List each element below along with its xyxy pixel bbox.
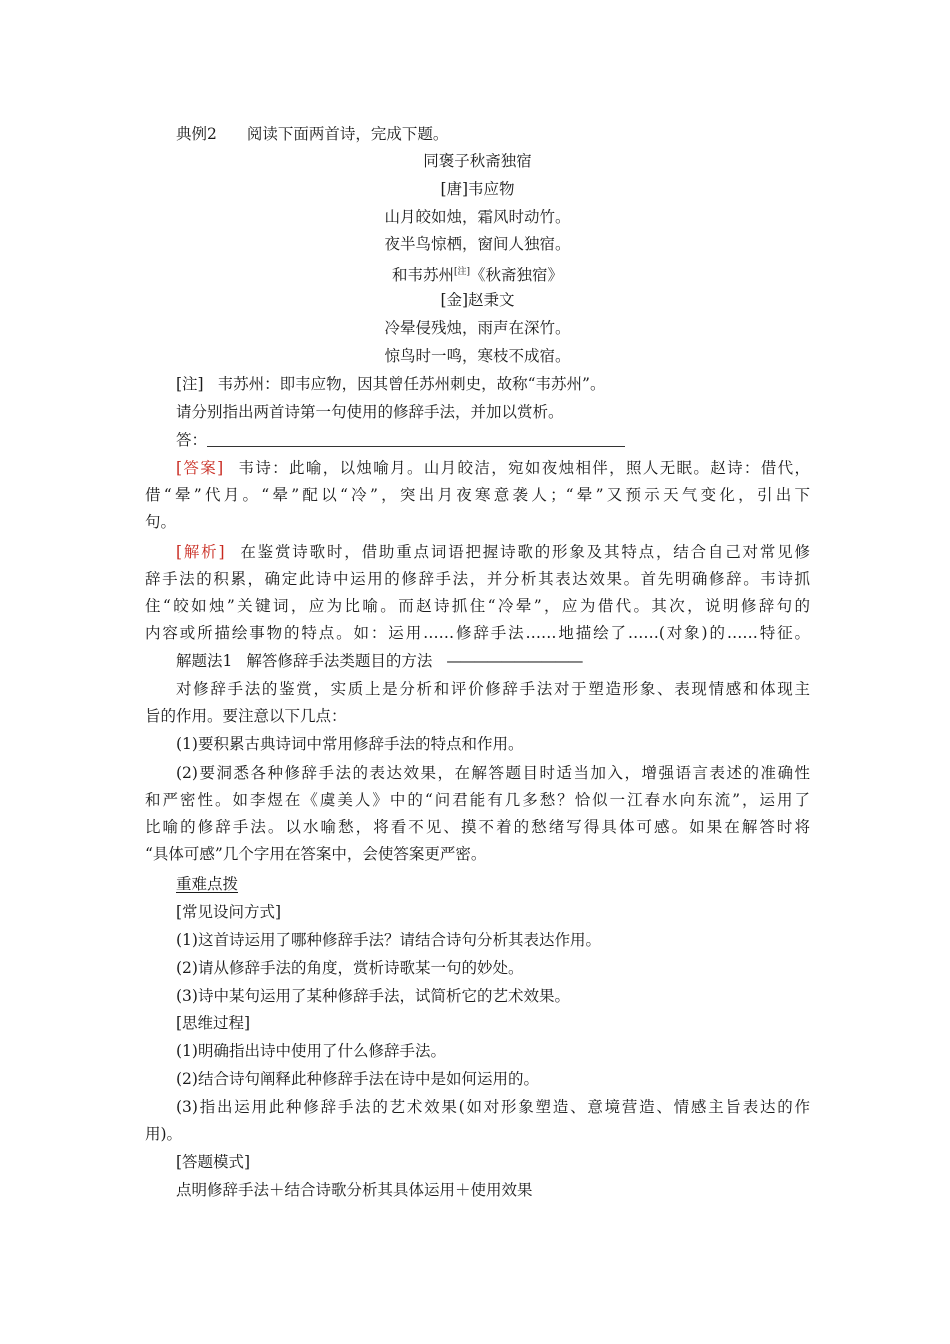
ask-item: (1)这首诗运用了哪种修辞手法？请结合诗句分析其表达作用。 [176,931,601,949]
answer-paragraph-line [176,458,810,478]
analysis-label: [解析] [176,543,225,561]
example-label: 典例2 [176,125,217,143]
key-heading [176,874,810,894]
analysis-paragraph-line: 住“皎如烛”关键词，应为比喻。而赵诗抓住“冷晕”，应为借代。其次，说明修辞句的 [145,597,810,615]
footnote-text: 韦苏州：即韦应物，因其曾任苏州刺史，故称“韦苏州”。 [217,375,606,393]
analysis-paragraph-line: 辞手法的积累，确定此诗中运用的修辞手法，并分析其表达效果。首先明确修辞。韦诗抓 [145,570,810,588]
method-heading [176,651,810,671]
method-dashes: —————————— [446,652,582,670]
poem2-author: [金]赵秉文 [440,291,515,309]
question-text: 请分别指出两首诗第一句使用的修辞手法，并加以赏析。 [176,403,564,421]
key-heading-text: 重难点拨 [176,875,239,893]
poem2-line: 惊鸟时一鸣，寒枝不成宿。 [384,347,571,365]
point-2-line: “具体可感”几个字用在答案中，会使答案更严密。 [145,845,487,863]
poem2-title-work: 《秋斋独宿》 [470,266,564,284]
method-title: 解答修辞手法类题目的方法 [246,652,433,670]
example-heading [176,124,810,144]
intro-line: 旨的作用。要注意以下几点： [145,707,347,725]
mode-text: 点明修辞手法＋结合诗歌分析其具体运用＋使用效果 [176,1181,533,1199]
think-item-3-line: 用)。 [145,1125,183,1143]
ask-heading: [常见设问方式] [176,903,282,921]
answer-label: [答案] [176,459,224,477]
method-label: 解题法1 [176,652,233,670]
intro-line: 对修辞手法的鉴赏，实质上是分析和评价修辞手法对于塑造形象、表现情感和体现主 [176,680,810,698]
ask-item: (2)请从修辞手法的角度，赏析诗歌某一句的妙处。 [176,959,524,977]
poem1-line: 山月皎如烛，霜风时动竹。 [384,208,571,226]
analysis-paragraph-line: 内容或所描绘事物的特点。如：运用……修辞手法……地描绘了……(对象)的……特征。 [145,624,810,642]
footnote [176,374,810,394]
poem1-title: 同褒子秋斋独宿 [423,152,532,170]
example-prompt: 阅读下面两首诗，完成下题。 [246,125,449,143]
think-item: (2)结合诗句阐释此种修辞手法在诗中是如何运用的。 [176,1070,539,1088]
ask-item: (3)诗中某句运用了某种修辞手法，试简析它的艺术效果。 [176,987,570,1005]
footnote-label: [注] [176,375,204,393]
point-1: (1)要积累古典诗词中常用修辞手法的特点和作用。 [176,735,524,753]
answer-line [176,430,810,450]
poem2-title-main: 和韦苏州 [391,266,454,284]
think-item: (1)明确指出诗中使用了什么修辞手法。 [176,1042,446,1060]
poem1-line: 夜半鸟惊栖，窗间人独宿。 [384,235,571,253]
point-2-line: 和严密性。如李煜在《虞美人》中的“问君能有几多愁？恰似一江春水向东流”，运用了 [145,791,810,809]
mode-heading: [答题模式] [176,1153,251,1171]
poem1-author: [唐]韦应物 [440,180,515,198]
think-item-3-line: (3)指出运用此种修辞手法的艺术效果(如对形象塑造、意境营造、情感主旨表达的作 [176,1098,810,1116]
poem2-line: 冷晕侵残烛，雨声在深竹。 [384,319,571,337]
answer-prompt: 答： [176,431,208,449]
answer-blank [207,432,625,447]
point-2-line: 比喻的修辞手法。以水喻愁，将看不见、摸不着的愁绪写得具体可感。如果在解答时将 [145,818,810,836]
answer-paragraph-line: 借“晕”代月。“晕”配以“冷”，突出月夜寒意袭人；“晕”又预示天气变化，引出下 [145,486,810,504]
point-2-line: (2)要洞悉各种修辞手法的表达效果，在解答题目时适当加入，增强语言表述的准确性 [176,764,810,782]
analysis-paragraph-line [176,542,810,562]
answer-text: 韦诗：此喻，以烛喻月。山月皎洁，宛如夜烛相伴，照人无眠。赵诗：借代， [237,459,810,477]
answer-paragraph-line: 句。 [145,513,177,531]
analysis-text: 在鉴赏诗歌时，借助重点词语把握诗歌的形象及其特点，结合自己对常见修 [238,543,810,561]
think-heading: [思维过程] [176,1014,251,1032]
poem2-title [145,262,810,285]
poem2-note-mark: [注] [453,267,471,277]
